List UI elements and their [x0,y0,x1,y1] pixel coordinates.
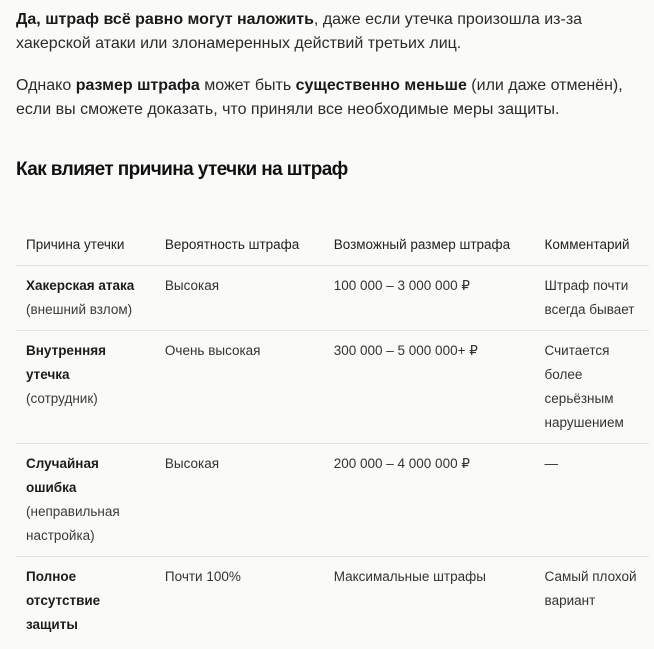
column-header-comment: Комментарий [535,224,649,266]
intro-p2-text-c: (или даже отменён), если вы сможете доказать, что приняли все необходимые меры защиты. [16,77,623,118]
cause-cell [16,557,155,646]
intro-p2-bold-1: размер штрафа [75,77,200,94]
intro-paragraph-2 [16,74,636,122]
probability-cell: Почти 100% [164,569,241,584]
table-header-row [16,224,649,266]
cause-cell [16,331,155,444]
intro-paragraph-1 [16,8,636,56]
table-row [16,266,649,331]
probability-cell: Очень высокая [155,331,324,444]
probability-cell: Высокая [155,444,324,557]
table-row [16,557,649,646]
cause-cell [16,266,155,331]
cause-cell [16,444,155,557]
section-heading: Как влияет причина утечки на штраф [16,159,348,180]
intro-p2-text-b: может быть [199,77,296,94]
amount-cell: Максимальные штрафы [333,569,486,584]
column-header-probability: Вероятность штрафа [155,224,324,266]
amount-cell: 100 000 – 3 000 000 ₽ [324,266,535,331]
comment-cell: Считается более серьёзным нарушением [535,331,649,444]
probability-cell: Высокая [155,266,324,331]
comment-cell: Самый плохой вариант [544,569,637,608]
amount-cell: 300 000 – 5 000 000+ ₽ [324,331,535,444]
intro-p2-bold-2: существенно меньше [295,77,467,94]
comment-cell: — [535,444,649,557]
comment-cell: Штраф почти всегда бывает [535,266,649,331]
intro-p2-text-a: Однако [16,77,76,94]
intro-p1-bold: Да, штраф всё равно могут наложить [16,11,314,28]
cause-title: Хакерская атака [26,278,135,293]
fine-table [16,224,649,645]
table-row [16,444,649,557]
amount-cell: 200 000 – 4 000 000 ₽ [324,444,535,557]
cause-title: Полное отсутствие защиты [26,569,101,632]
intro-p1-text: , даже если утечка произошла из-за хакерской атаки или злонамеренных действий третьих лиц. [16,11,583,52]
cause-note: (неправильная настройка) [26,504,120,543]
table-row [16,331,649,444]
cause-title: Внутренняя утечка [26,343,107,382]
cause-note: (сотрудник) [26,391,98,406]
cause-title: Случайная ошибка [26,456,99,495]
cause-note: (внешний взлом) [26,302,133,317]
column-header-cause: Причина утечки [16,224,155,266]
column-header-amount: Возможный размер штрафа [324,224,535,266]
